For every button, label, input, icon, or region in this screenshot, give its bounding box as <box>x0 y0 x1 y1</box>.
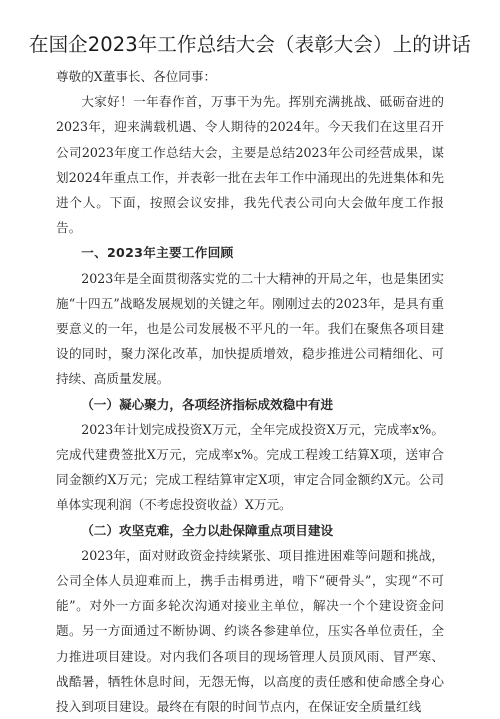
section-review-paragraph: 2023年是全面贯彻落实党的二十大精神的开局之年，也是集团实施“十四五”战略发展规划的关键之年。刚刚过去的2023年，是具有重要意义的一年，也是公司发展极不平凡的一年。我们在聚焦各项目建设的同时，聚力深化改革，加快提质增效，稳步推进公司精细化、可持续、高质量发展。 <box>56 270 444 387</box>
subsection-projects-paragraph: 2023年，面对财政资金持续紧张、项目推进困难等问题和挑战，公司全体人员迎难而上，携手击楫勇进，啃下“硬骨头”，实现“不可能”。对外一方面多轮次沟通对接业主单位，解决一个个建设资金问题。另一方面通过不断协调、约谈各参建单位，压实各单位责任，全力推进项目建设。对内我们各项目的现场管理人员顶风雨、冒严寒、战酷暑，牺牲休息时间，无怨无悔，以高度的责任感和使命感全身心投入到项目建设。最终在有限的时间节点内，在保证安全质量红线 <box>56 547 444 715</box>
subsection-heading-economic: （一）凝心聚力，各项经济指标成效稳中有进 <box>81 396 334 412</box>
document-title: 在国企2023年工作总结大会（表彰大会）上的讲话 <box>28 33 472 56</box>
document-body <box>56 64 444 719</box>
subsection-heading-projects: （二）攻坚克难，全力以赴保障重点项目建设 <box>81 522 334 538</box>
opening-paragraph: 大家好！一年春作首，万事干为先。挥别充满挑战、砥砺奋进的2023年，迎来满载机遇、令人期待的2024年。今天我们在这里召开公司2023年度工作总结大会，主要是总结2023年公司经营成果，谋划2024年重点工作，并表彰一批在去年工作中涌现出的先进集体和先进个人。下面，按照会议安排，我先代表公司向大会做年度工作报告。 <box>56 94 444 236</box>
subsection-economic-paragraph: 2023年计划完成投资X万元，全年完成投资X万元，完成率x%。完成代建费签批X万元，完成率x%。完成工程竣工结算X项，送审合同金额约X万元；完成工程结算审定X项，审定合同金额约X元。公司单体实现利润（不考虑投资收益）X万元。 <box>56 421 444 513</box>
salutation: 尊敬的X董事长、各位同事： <box>56 69 217 84</box>
section-heading-review: 一、2023年主要工作回顾 <box>81 245 234 261</box>
